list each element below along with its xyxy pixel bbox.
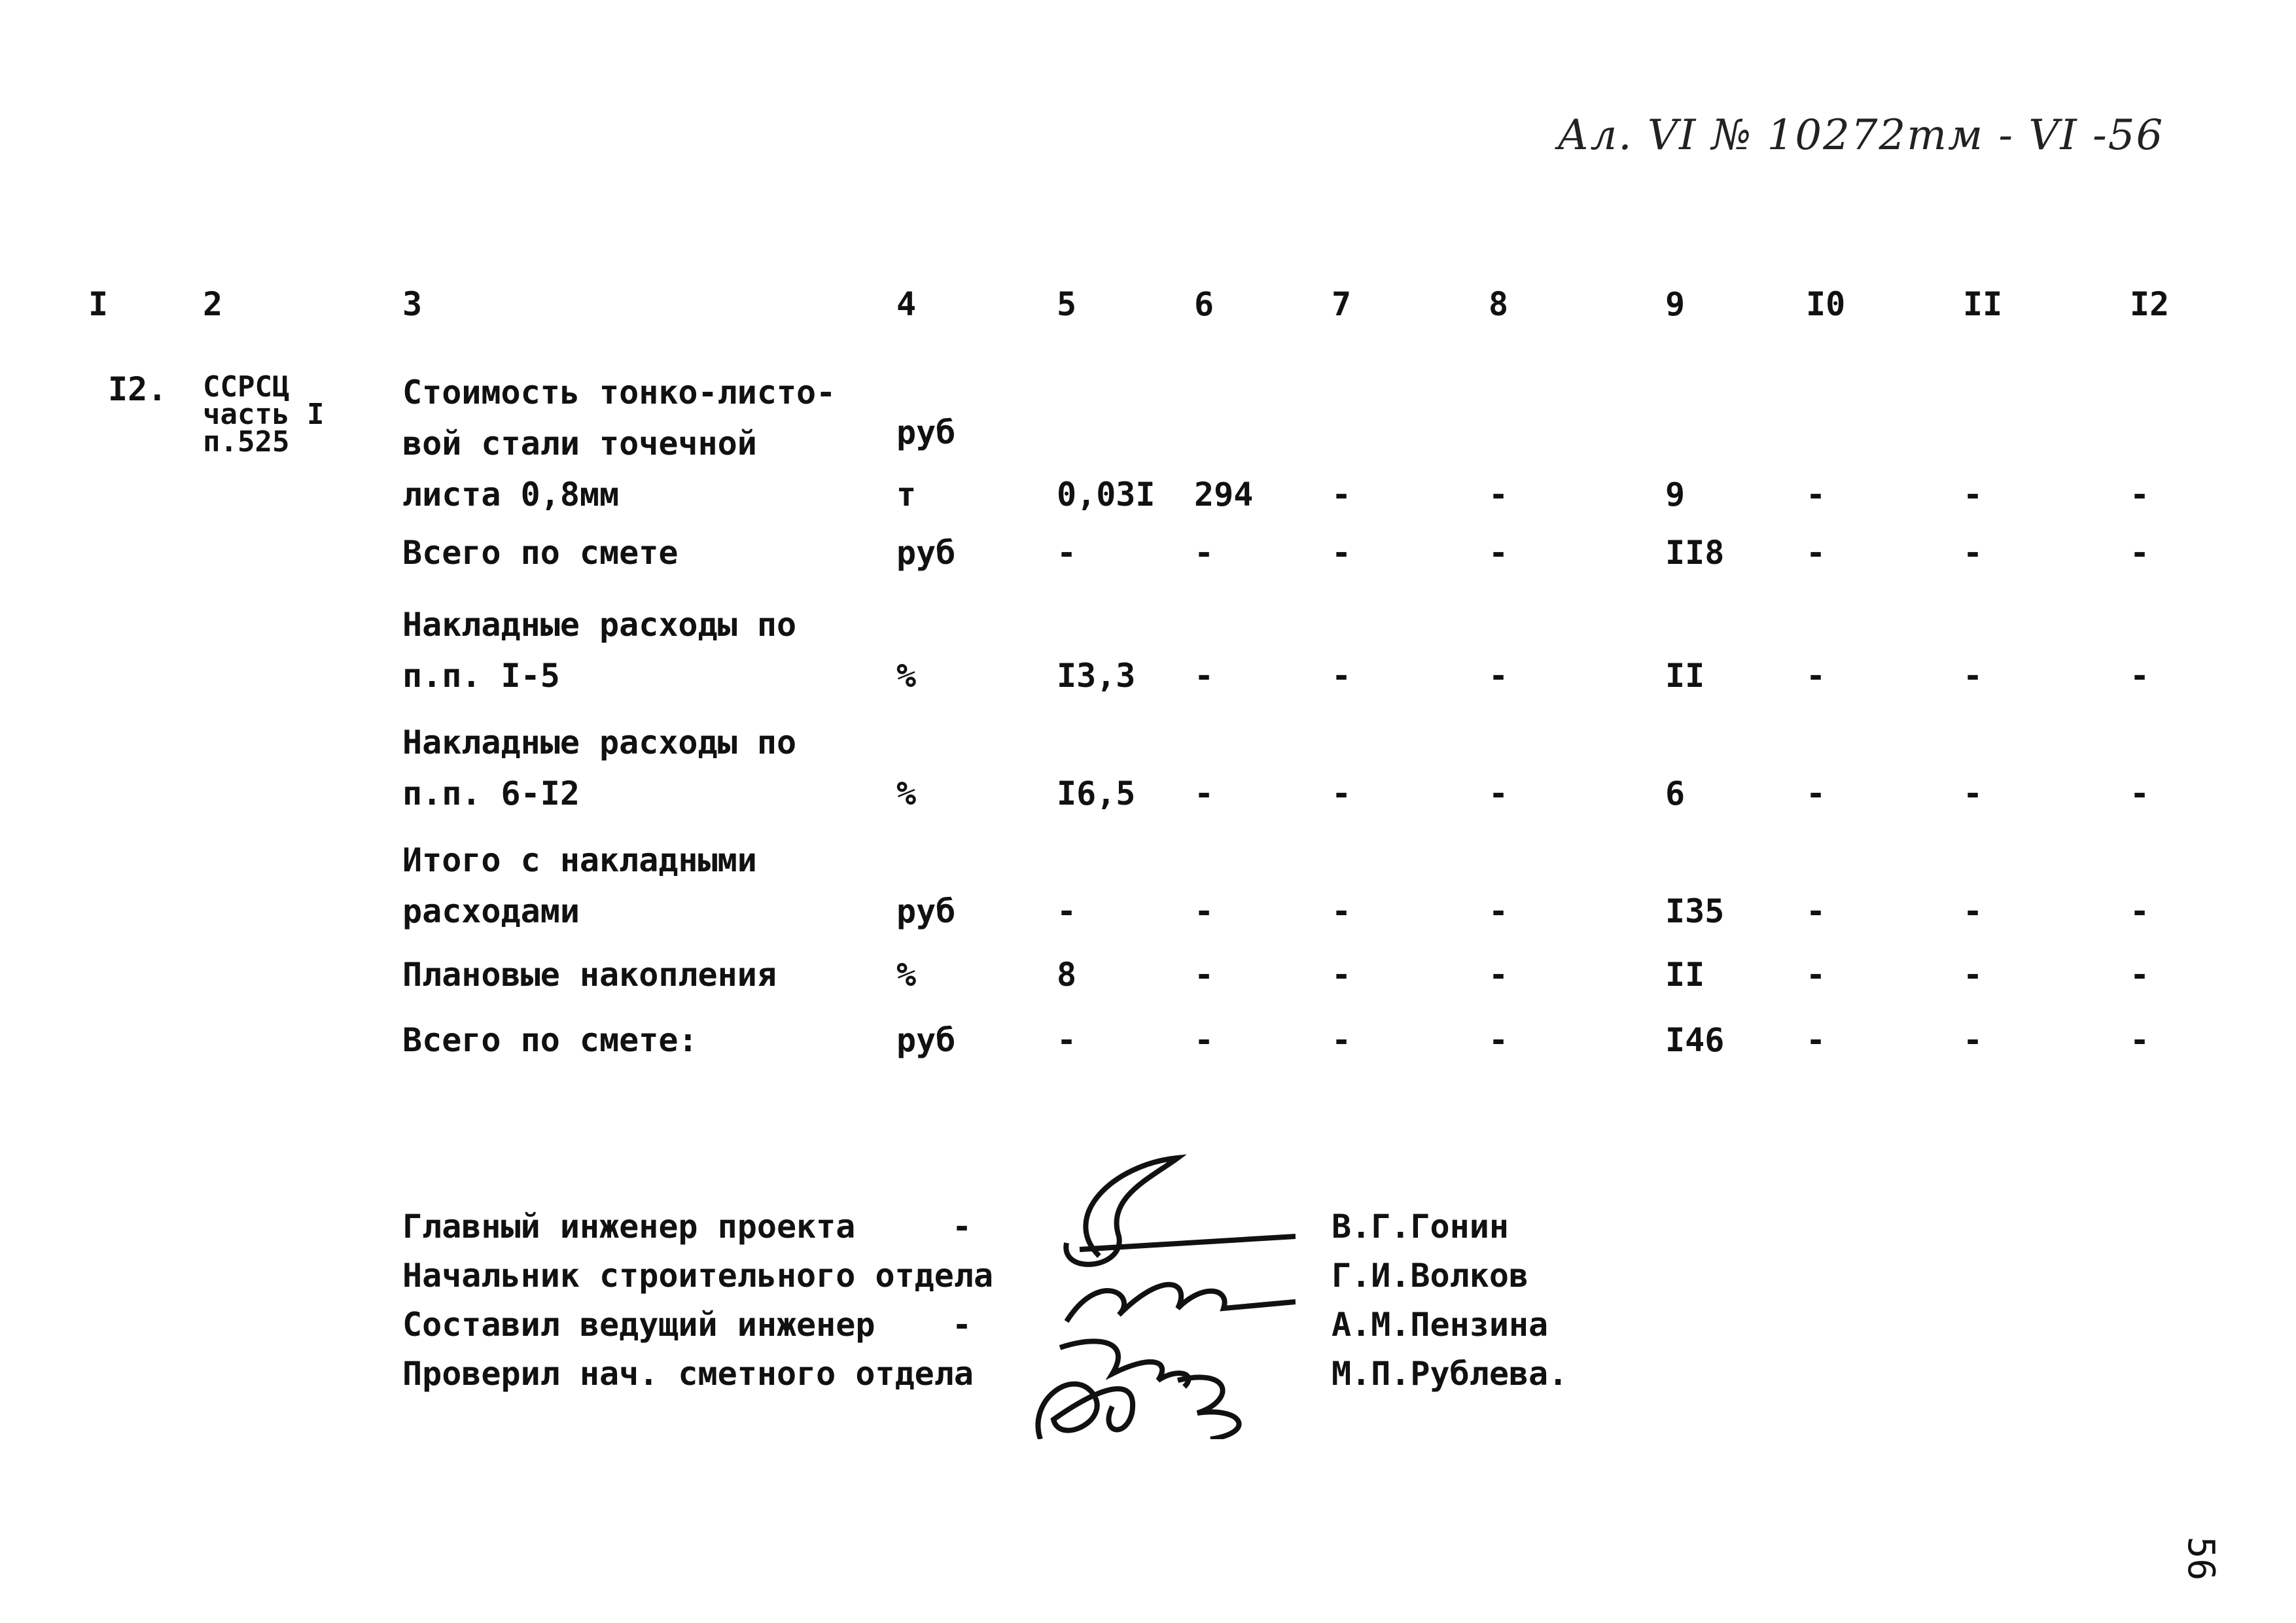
cell-col-7: - <box>1332 657 1352 695</box>
handwritten-reference: Ал. VI № 10272тм - VI -56 <box>1557 111 2164 160</box>
cell-col-8: - <box>1489 892 1509 930</box>
cell-col-7: - <box>1332 476 1352 514</box>
row-unit: % <box>896 657 917 695</box>
signature-dash: - <box>952 1208 972 1246</box>
cell-col-5: - <box>1057 892 1077 930</box>
column-header-5: 5 <box>1057 285 1077 323</box>
cell-col-6: - <box>1194 892 1214 930</box>
column-header-4: 4 <box>896 285 917 323</box>
cell-col-12: - <box>2130 1021 2150 1059</box>
cell-col-10: - <box>1806 892 1826 930</box>
row-description: Итого с накладными <box>402 841 757 879</box>
cell-col-9: II8 <box>1665 534 1725 572</box>
cell-col-12: - <box>2130 775 2150 812</box>
signature-role: Проверил нач. сметного отдела <box>402 1355 974 1393</box>
row-description: Накладные расходы по <box>402 606 797 644</box>
cell-col-11: - <box>1963 476 1983 514</box>
cell-col-10: - <box>1806 657 1826 695</box>
cell-col-7: - <box>1332 775 1352 812</box>
cell-col-8: - <box>1489 534 1509 572</box>
cell-col-5: I3,3 <box>1057 657 1136 695</box>
column-header-1: I <box>88 285 109 323</box>
cell-col-9: II <box>1665 956 1705 994</box>
cell-col-9: 6 <box>1665 775 1686 812</box>
row-description: Всего по смете <box>402 534 679 572</box>
signatory-name: А.М.Пензина <box>1332 1306 1549 1344</box>
entry-number: I2. <box>108 370 168 408</box>
cell-col-6: - <box>1194 534 1214 572</box>
cell-col-6: - <box>1194 956 1214 994</box>
column-header-12: I2 <box>2130 285 2170 323</box>
cell-col-6: - <box>1194 775 1214 812</box>
cell-col-9: 9 <box>1665 476 1686 514</box>
signatory-name: М.П.Рублева. <box>1332 1355 1568 1393</box>
cell-col-5: - <box>1057 1021 1077 1059</box>
column-header-8: 8 <box>1489 285 1509 323</box>
cell-col-8: - <box>1489 1021 1509 1059</box>
cell-col-7: - <box>1332 892 1352 930</box>
cell-col-11: - <box>1963 892 1983 930</box>
cell-col-9: II <box>1665 657 1705 695</box>
signatory-name: Г.И.Волков <box>1332 1257 1529 1295</box>
signatures-image <box>1021 1138 1296 1439</box>
signature-role: Главный инженер проекта <box>402 1208 856 1246</box>
cell-col-7: - <box>1332 534 1352 572</box>
row-unit: % <box>896 956 917 994</box>
column-header-2: 2 <box>203 285 223 323</box>
cell-col-9: I46 <box>1665 1021 1725 1059</box>
cell-col-11: - <box>1963 1021 1983 1059</box>
row-description: Всего по смете: <box>402 1021 698 1059</box>
cell-col-7: - <box>1332 956 1352 994</box>
cell-col-8: - <box>1489 775 1509 812</box>
row-unit: руб <box>896 534 956 572</box>
page-number: 56 <box>2180 1536 2223 1581</box>
row-unit: руб <box>896 892 956 930</box>
row-description: листа 0,8мм <box>402 476 620 514</box>
row-description: п.п. I-5 <box>402 657 560 695</box>
cell-col-7: - <box>1332 1021 1352 1059</box>
column-header-9: 9 <box>1665 285 1686 323</box>
cell-col-12: - <box>2130 534 2150 572</box>
cell-col-6: - <box>1194 1021 1214 1059</box>
cell-col-10: - <box>1806 476 1826 514</box>
row-description: вой стали точечной <box>402 425 757 462</box>
cell-col-12: - <box>2130 476 2150 514</box>
cell-col-8: - <box>1489 476 1509 514</box>
cell-col-12: - <box>2130 657 2150 695</box>
cell-col-11: - <box>1963 956 1983 994</box>
cell-col-5: 8 <box>1057 956 1077 994</box>
cell-col-9: I35 <box>1665 892 1725 930</box>
cell-col-10: - <box>1806 1021 1826 1059</box>
cell-col-8: - <box>1489 657 1509 695</box>
cell-col-12: - <box>2130 956 2150 994</box>
cell-col-5: I6,5 <box>1057 775 1136 812</box>
cell-col-5: - <box>1057 534 1077 572</box>
row-description: Стоимость тонко-листо- <box>402 374 836 411</box>
column-header-7: 7 <box>1332 285 1352 323</box>
row-unit: т <box>896 476 917 514</box>
row-description: Накладные расходы по <box>402 724 797 761</box>
cell-col-5: 0,03I <box>1057 476 1156 514</box>
row-unit: руб <box>896 413 956 451</box>
cell-col-11: - <box>1963 775 1983 812</box>
signatory-name: В.Г.Гонин <box>1332 1208 1509 1246</box>
cell-col-11: - <box>1963 657 1983 695</box>
signature-dash: - <box>952 1306 972 1344</box>
column-header-3: 3 <box>402 285 423 323</box>
row-description: п.п. 6-I2 <box>402 775 580 812</box>
source-reference-line: п.525 <box>203 425 290 459</box>
row-description: расходами <box>402 892 580 930</box>
column-header-11: II <box>1963 285 2003 323</box>
column-header-10: I0 <box>1806 285 1846 323</box>
row-unit: руб <box>896 1021 956 1059</box>
cell-col-11: - <box>1963 534 1983 572</box>
cell-col-10: - <box>1806 956 1826 994</box>
cell-col-10: - <box>1806 534 1826 572</box>
cell-col-10: - <box>1806 775 1826 812</box>
row-unit: % <box>896 775 917 812</box>
row-description: Плановые накопления <box>402 956 777 994</box>
cell-col-6: - <box>1194 657 1214 695</box>
signature-role: Составил ведущий инженер <box>402 1306 875 1344</box>
cell-col-6: 294 <box>1194 476 1254 514</box>
signature-role: Начальник строительного отдела <box>402 1257 994 1295</box>
source-reference-line: часть I <box>203 398 325 431</box>
cell-col-8: - <box>1489 956 1509 994</box>
column-header-6: 6 <box>1194 285 1214 323</box>
source-reference-line: ССРСЦ <box>203 370 290 404</box>
cell-col-12: - <box>2130 892 2150 930</box>
